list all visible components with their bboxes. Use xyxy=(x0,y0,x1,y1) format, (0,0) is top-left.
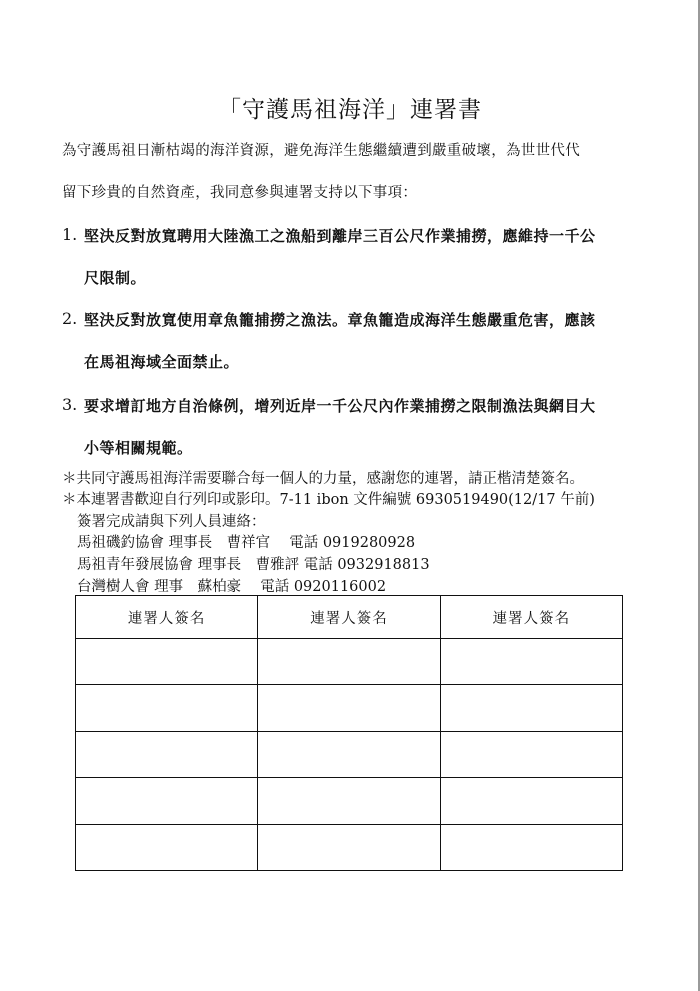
contact-line-1: 馬祖磯釣協會 理事長 曹祥官 電話 0919280928 xyxy=(77,535,416,551)
note-line-2: ＊本連署書歡迎自行列印或影印。7-11 ibon 文件編號 6930519490(12/17 午前) xyxy=(62,492,595,508)
signature-row xyxy=(76,778,623,824)
signature-row xyxy=(76,639,623,685)
signature-table xyxy=(75,595,623,871)
signature-cell[interactable] xyxy=(258,824,440,870)
signature-cell[interactable] xyxy=(76,778,258,824)
signature-cell[interactable] xyxy=(258,778,440,824)
item-3-line-1: 要求增訂地方自治條例，增列近岸一千公尺內作業捕撈之限制漁法與網目大 xyxy=(84,397,596,415)
signature-cell[interactable] xyxy=(440,778,622,824)
signature-column-header: 連署人簽名 xyxy=(258,596,440,639)
item-3-number: 3. xyxy=(62,395,78,414)
intro-line-2: 留下珍貴的自然資產，我同意參與連署支持以下事項： xyxy=(62,185,418,201)
signature-row xyxy=(76,685,623,731)
signature-cell[interactable] xyxy=(76,824,258,870)
item-2-number: 2. xyxy=(62,309,78,328)
contact-intro: 簽署完成請與下列人員連絡： xyxy=(77,514,266,530)
item-3-line-2: 小等相關規範。 xyxy=(84,439,193,457)
contact-line-2: 馬祖青年發展協會 理事長 曹雅評 電話 0932918813 xyxy=(77,557,430,573)
signature-cell[interactable] xyxy=(440,824,622,870)
signature-cell[interactable] xyxy=(440,685,622,731)
signature-cell[interactable] xyxy=(76,639,258,685)
signature-cell[interactable] xyxy=(76,731,258,777)
signature-cell[interactable] xyxy=(258,685,440,731)
intro-line-1: 為守護馬祖日漸枯竭的海洋資源，避免海洋生態繼續遭到嚴重破壞，為世世代代 xyxy=(62,143,580,159)
signature-column-header: 連署人簽名 xyxy=(440,596,622,639)
signature-header-row xyxy=(76,596,623,639)
signature-cell[interactable] xyxy=(258,731,440,777)
document-title: 「守護馬祖海洋」連署書 xyxy=(218,97,482,123)
signature-cell[interactable] xyxy=(440,639,622,685)
item-1-line-1: 堅決反對放寬聘用大陸漁工之漁船到離岸三百公尺作業捕撈，應維持一千公 xyxy=(84,227,596,245)
signature-column-header: 連署人簽名 xyxy=(76,596,258,639)
signature-row xyxy=(76,731,623,777)
signature-cell[interactable] xyxy=(76,685,258,731)
contact-line-3: 台灣樹人會 理事 蘇柏豪 電話 0920116002 xyxy=(77,579,387,595)
item-1-number: 1. xyxy=(62,225,78,244)
item-2-line-1: 堅決反對放寬使用章魚籠捕撈之漁法。章魚籠造成海洋生態嚴重危害，應該 xyxy=(84,311,596,329)
note-line-1: ＊共同守護馬祖海洋需要聯合每一個人的力量，感謝您的連署，請正楷清楚簽名。 xyxy=(62,471,584,487)
signature-row xyxy=(76,824,623,870)
item-2-line-2: 在馬祖海域全面禁止。 xyxy=(84,353,240,371)
signature-cell[interactable] xyxy=(258,639,440,685)
signature-cell[interactable] xyxy=(440,731,622,777)
item-1-line-2: 尺限制。 xyxy=(84,269,147,287)
